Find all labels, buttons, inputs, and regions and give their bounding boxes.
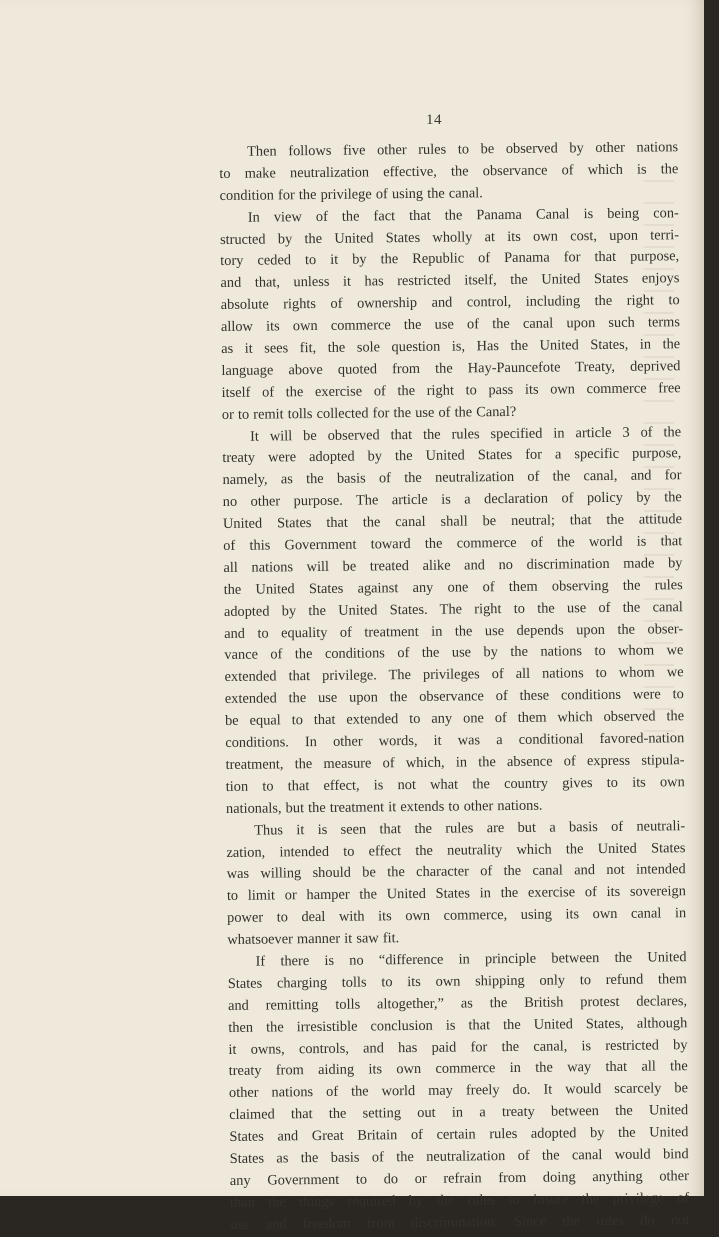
text-line: extended that privilege. The privileges of all nations to whom we [224,664,684,686]
text-line: Thus it is seen that the rules are but a basis of neutrali- [254,817,686,839]
text-line: In view of the fact that the Panama Canal is being con- [247,204,679,226]
text-line: other nations of the world may freely do. It would scarcely be [228,1080,689,1102]
text-line: nationals, but the treatment it extends to other nations. [225,797,543,817]
text-line: Then follows five other rules to be observed by other nations [247,139,679,160]
text-line: power to deal with its own commerce, using its own canal in [227,905,687,927]
text-line: namely, as the basis of the neutralization of the canal, and for [222,467,682,489]
text-line: allow its own commerce the use of the canal upon such terms [220,314,680,336]
text-line: than the things required by the rules to insure the privilege of [230,1189,690,1211]
text-line: structed by the United States wholly at its own cost, upon terri- [219,226,680,248]
text-line: to make neutralization effective, the observance of which is the [219,161,679,182]
text-line: tory ceded to it by the Republic of Panama for that purpose, [220,248,680,270]
text-line: and remitting tolls altogether,” as the British protest declares, [227,992,688,1014]
text-line: tion to that effect, is not what the country gives to its own [225,773,685,795]
text-line: any Government to do or refrain from doing anything other [229,1167,689,1189]
text-line: language above quoted from the Hay-Pauncefote Treaty, deprived [221,358,681,379]
text-line: It will be observed that the rules specified in article 3 of the [249,423,682,445]
text-line: condition for the privilege of using the canal. [219,185,483,204]
text-line: States as the basis of the neutralization of the canal would bind [229,1146,689,1167]
text-line: and that, unless it has restricted itself, the United States enjoys [220,270,680,292]
text-line: United States that the canal shall be neutral; that the attitude [222,511,683,533]
text-line: was willing should be the character of the canal and not intended [226,861,686,883]
text-line: to limit or hamper the United States in the exercise of its sovereign [226,883,686,905]
text-line: of this Government toward the commerce of the world is that [223,533,683,555]
text-line: claimed that the setting out in a treaty between the United [229,1102,689,1124]
text-line: treaty were adopted by the United States for a specific purpose, [222,445,682,467]
text-line: whatsoever manner it saw fit. [227,930,400,949]
text-line: treatment, the measure of which, in the absence of express stipula- [225,752,685,773]
text-line: If there is no “difference in principle between the United [255,949,687,970]
text-line: itself of the exercise of the right to pass its own commerce free [221,379,681,401]
text-line: conditions. In other words, it was a conditional favored-nation [225,730,685,752]
text-line: adopted by the United States. The right to the use of the canal [223,598,683,620]
text-line: States and Great Britain of certain rules adopted by the United [229,1124,689,1146]
text-line: States charging tolls to its own shipping only to refund them [227,970,687,992]
text-line: the United States against any one of them observing the rules [223,576,683,598]
text-line: all nations will be treated alike and no discrimination made by [223,555,683,576]
text-line: and to equality of treatment in the use depends upon the obser- [224,620,684,642]
text-line: treaty from aiding its own commerce in the way that all the [228,1058,688,1080]
text-line: vance of the conditions of the use by the nations to whom we [224,642,684,664]
page-number: 14 [426,112,442,128]
text-line: then the irresistible conclusion is that the United States, although [228,1014,688,1036]
body-text [219,137,689,1236]
text-line: or to remit tolls collected for the use of the Canal? [221,403,517,423]
text-line: be equal to that extended to any one of them which observed the [224,708,685,730]
text-line: zation, intended to effect the neutrality which the United States [226,839,686,861]
text-line: no other purpose. The article is a declaration of policy by the [222,489,682,511]
text-line: extended the use upon the observance of these conditions were to [224,686,684,708]
text-line: absolute rights of ownership and control, including the right to [220,292,680,314]
text-line: as it sees fit, the sole question is, Has the United States, in the [221,336,681,358]
text-line: it owns, controls, and has paid for the canal, is restricted by [228,1036,688,1058]
text-line: use and freedom from discrimination. Since the rules do not [230,1211,690,1233]
